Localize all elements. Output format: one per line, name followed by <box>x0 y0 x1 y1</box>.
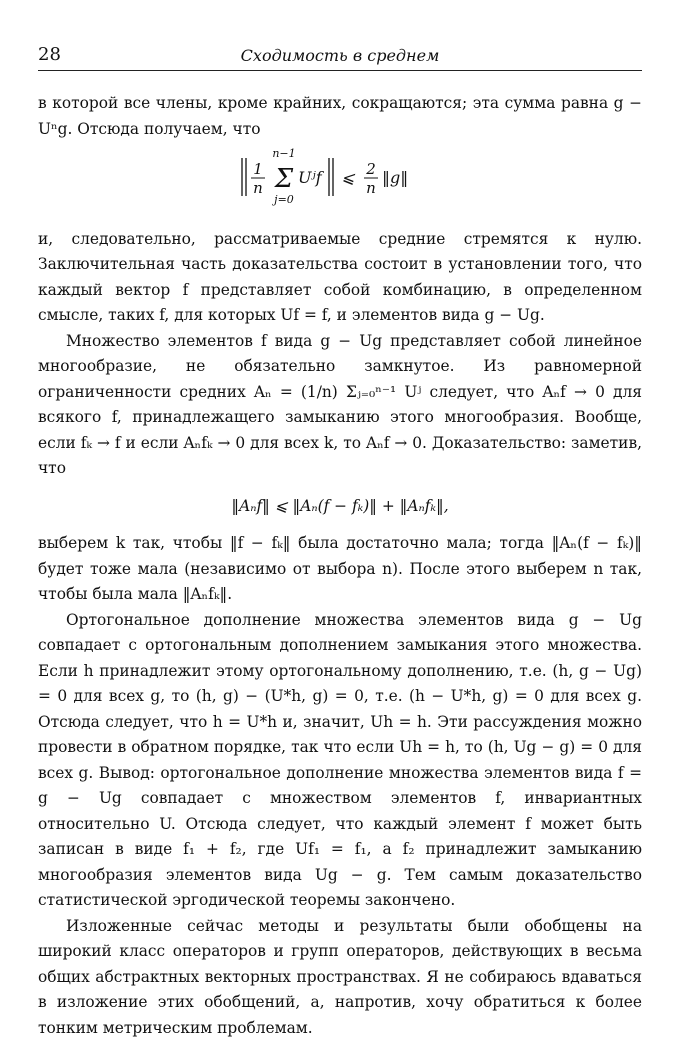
eq1-sum-sign: Σ <box>274 164 294 194</box>
eq1-rhs-numerator: 2 <box>365 160 376 178</box>
eq1-numerator: 1 <box>253 160 263 178</box>
book-page <box>38 40 642 1041</box>
paragraph-5: Ортогональное дополнение множества элементов вида g − Ug совпадает с ортогональным дополнением замыкания этого множества. Если h принадлежит этому ортогональному дополнению, т.е. (h, g − Ug) = 0 для всех g, то (h, g) − (U*h, g) = 0, т.е. (h − U*h, g) = 0 для всех g. Отсюда следует, что h = U*h и, значит, Uh = h. Эти рассуждения можно провести в обратном порядке, так что если Uh = h, то (h, Ug − g) = 0 для всех g. Вывод: ортогональное дополнение множества элементов вида f = g − Ug совпадает с множеством элементов f, инвариантных относительно U. Отсюда следует, что каждый элемент f может быть записан в виде f₁ + f₂, где Uf₁ = f₁, а f₂ принадлежит замыканию многообразия элементов вида Ug − g. Тем самым доказательство статистической эргодической теоремы закончено. <box>38 608 642 914</box>
paragraph-3: Множество элементов f вида g − Ug представляет собой линейное многообразие, не обязательно замкнутое. Из равномерной ограниченности средних Aₙ = (1/n) Σⱼ₌₀ⁿ⁻¹ Uʲ следует, что Aₙf → 0 для всякого f, принадлежащего замыканию этого многообразия. Вообще, если fₖ → f и если Aₙfₖ → 0 для всех k, то Aₙf → 0. Доказательство: заметив, что <box>38 329 642 482</box>
paragraph-1: в которой все члены, кроме крайних, сокращаются; эта сумма равна g − Uⁿg. Отсюда получаем, что <box>38 91 642 142</box>
eq1-denominator: n <box>253 179 263 197</box>
equation-triangle-inequality: ‖Aₙf‖ ⩽ ‖Aₙ(f − fₖ)‖ + ‖Aₙfₖ‖, <box>38 494 642 520</box>
eq1-lower-limit: j=0 <box>271 193 294 206</box>
eq1-rhs-tail: ‖g‖ <box>382 168 408 187</box>
eq1-rhs-denominator: n <box>366 179 376 197</box>
eq1-relation: ⩽ <box>341 168 356 187</box>
running-title: Сходимость в среднем <box>38 46 642 65</box>
paragraph-2: и, следовательно, рассматриваемые средние стремятся к нулю. Заключительная часть доказательства состоит в установлении того, что каждый вектор f представляет собой комбинацию, в определенном смысле, таких f, для которых Uf = f, и элементов вида g − Ug. <box>38 227 642 329</box>
paragraph-4: выберем k так, чтобы ‖f − fₖ‖ была достаточно мала; тогда ‖Aₙ(f − fₖ)‖ будет тоже мала (независимо от выбора n). После этого выберем n так, чтобы была мала ‖Aₙfₖ‖. <box>38 531 642 608</box>
equation-mean-bound <box>38 148 642 219</box>
eq1-upper-limit: n−1 <box>272 147 295 160</box>
equation-1-svg <box>220 148 460 210</box>
page-number: 28 <box>38 44 61 65</box>
page-header <box>38 40 642 71</box>
eq1-summand: Uʲf <box>298 168 325 187</box>
page-body <box>38 91 642 1041</box>
paragraph-6: Изложенные сейчас методы и результаты были обобщены на широкий класс операторов и групп операторов, действующих в весьма общих абстрактных векторных пространствах. Я не собираюсь вдаваться в изложение этих обобщений, а, напротив, хочу обратиться к более тонким метрическим проблемам. <box>38 914 642 1041</box>
